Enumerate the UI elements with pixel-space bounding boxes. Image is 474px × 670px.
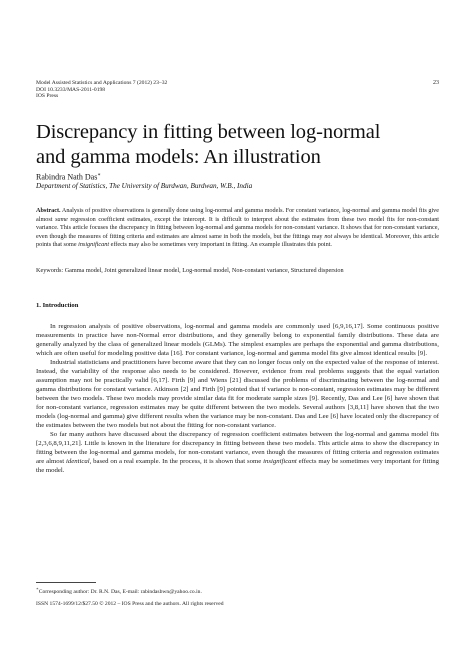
footnote-marker: ∗	[36, 586, 39, 591]
abstract-text-3: always be identical. Moreover, this article points that some	[36, 232, 439, 249]
footnote-divider	[36, 582, 96, 583]
abstract-text-1: Analysis of positive observations is generally done using log-normal and gamma models. For constant variance, log-normal and gamma model fits give almost	[36, 207, 439, 223]
abstract-text-2: regression coefficient estimates, except the intercept. It is difficult to interpret about the estimates from these two model fits for non-constant variance. This article focuses the discrepancy in fitting between log-normal and gamma models for non-constant variance. It shows that for non-constant variance, even though the measures of fitting criteria and estimates are almost same in both the models, but the fittings may	[36, 215, 440, 240]
paragraph-3-text-1: So far many authors have discussed about the discrepancy of regression coefficient estimates between the log-normal and gamma model fits [2,3,6,8,9,11,21]. Little is known in the literature for discrepancy in fitting between these two models. This article aims to show the discrepancy in fitting between the log-normal and gamma models, for non-constant variance, even though the measures of fitting criteria and regression estimates are almost	[36, 431, 439, 465]
abstract-emphasis-not: not	[324, 232, 333, 240]
body-text	[36, 322, 439, 475]
journal-doi: DOI 10.3233/MAS-2011-0198	[36, 86, 106, 93]
paragraph-3	[36, 430, 439, 475]
abstract-label: Abstract.	[36, 207, 61, 214]
paragraph-1: In regression analysis of positive observations, log-normal and gamma models are commonly used [6,9,16,17]. Some continuous positive measurements in practice have non-Normal error distributions, and they generally belong to exponential family distributions. These data are generally analyzed by the class of generalized linear models (GLMs). The simplest examples are perhaps the exponential and gamma distributions, which are often useful for modeling positive data [16]. For constant variance, log-normal and gamma model fits give almost identical results [9].	[36, 323, 439, 357]
author-affiliation: Department of Statistics, The University of Burdwan, Burdwan, W.B., India	[36, 182, 253, 190]
title-line-1: Discrepancy in fitting between log-normal	[36, 121, 381, 143]
abstract-emphasis-same: same	[55, 215, 68, 223]
journal-header	[36, 80, 167, 100]
paragraph-3-emphasis-identical: identical	[65, 458, 90, 465]
footnote	[36, 586, 202, 595]
title-line-2: and gamma models: An illustration	[36, 146, 321, 168]
keywords: Keywords: Gamma model, Joint generalized linear model, Log-normal model, Non-constant variance, Structured dispersion	[36, 267, 344, 274]
paragraph-3-emphasis-insignificant: insignificant	[263, 458, 297, 465]
abstract	[36, 207, 439, 250]
journal-citation: Model Assisted Statistics and Applications 7 (2012) 23–32	[36, 80, 168, 86]
paper-title	[36, 120, 446, 170]
paragraph-3-text-2: , based on a real example. In the process, it is shown that some	[89, 458, 264, 465]
paragraph-3-text-3: effects may be sometimes very important for fitting the model.	[36, 458, 439, 474]
author-footnote-marker: ∗	[97, 173, 101, 178]
issn-copyright: ISSN 1574-1699/12/$27.50 © 2012 – IOS Press and the authors. All rights reserved	[36, 601, 224, 607]
author-name: Rabindra Nath Das	[36, 172, 98, 182]
page-number: 23	[433, 80, 439, 86]
section-heading-introduction: 1. Introduction	[36, 302, 79, 309]
footnote-text: Corresponding author: Dr. R.N. Das, E-mail: rabindasbwn@yahoo.co.in.	[38, 588, 202, 595]
paragraph-2: Industrial statisticians and practitioners have become aware that they can no longer focus only on the expected value of the response of interest. Instead, the variability of the response also needs to be considered. However, evidence from real problems suggests that the equal variation assumption may not be practically valid [6,17]. Firth [9] and Wiens [21] discussed the problems of discriminating between the log-normal and gamma distributions for constant variance. Atkinson [2] and Firth [9] pointed that if variance is non-constant, regression estimates may be different between the two models. These two models may provide similar data fit for moderate sample sizes [9]. Recently, Das and Lee [6] have shown that for non-constant variance, regression estimates may be quite different between the two models. Several authors [3,8,11] have shown that the two models (log-normal and gamma) give different results when the variance may be non-constant. Das and Lee [6] have located only the discrepancy of the estimates between the two models but not about the fitting for non-constant variance.	[36, 359, 439, 429]
author-line	[36, 172, 101, 182]
journal-publisher: IOS Press	[36, 93, 59, 100]
abstract-emphasis-insignificant: insignificant	[78, 241, 110, 249]
abstract-text-4: effects may also be sometimes very important in fitting. An example illustrates this point.	[109, 241, 332, 249]
